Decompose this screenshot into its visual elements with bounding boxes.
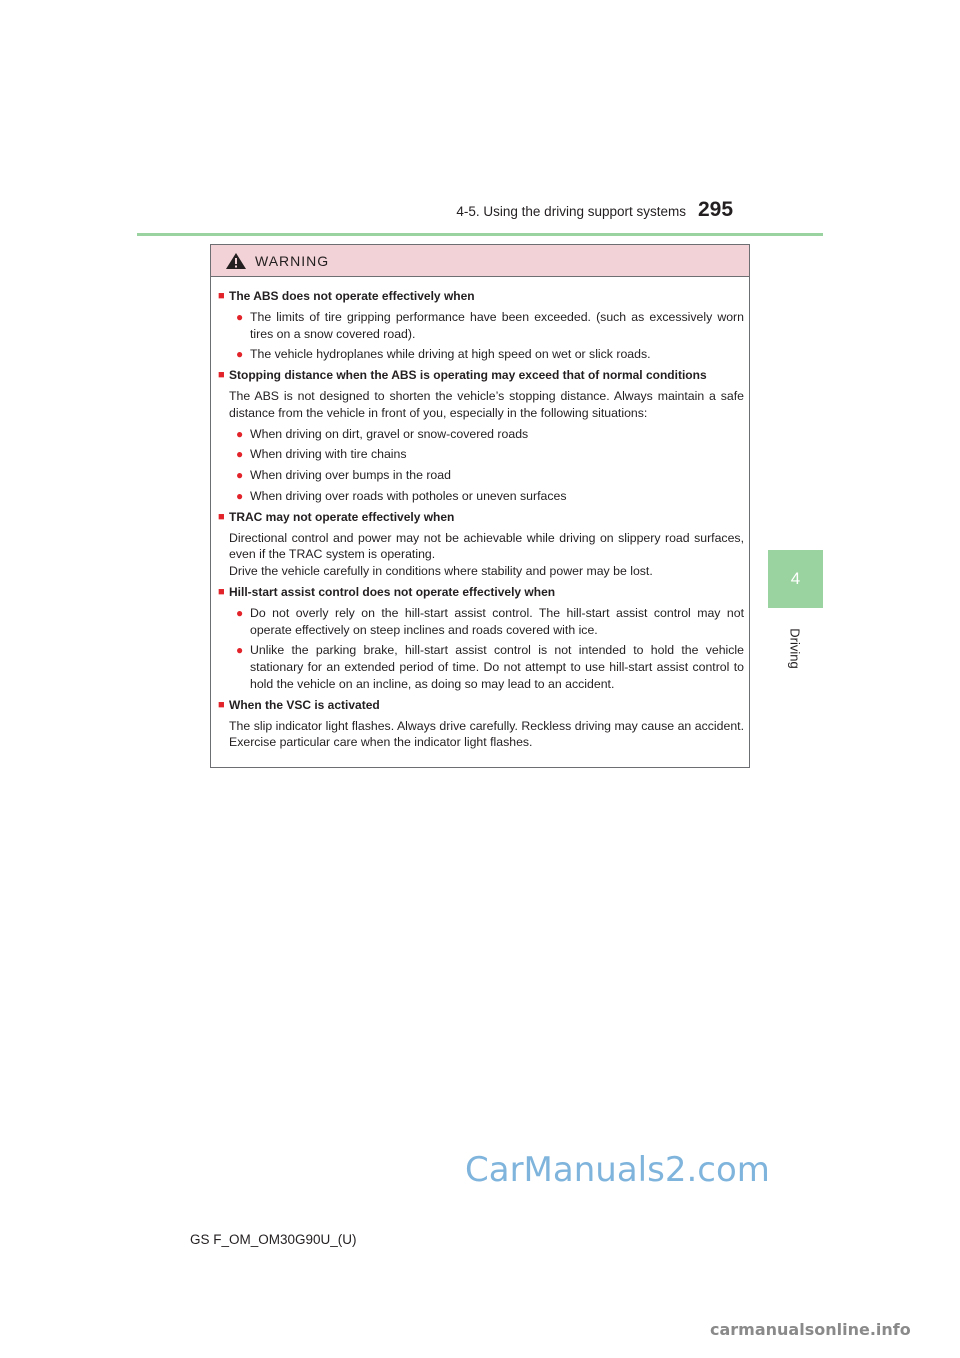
- square-bullet-icon: ■: [218, 585, 225, 598]
- section-heading: ■ Stopping distance when the ABS is operating may exceed that of normal conditions: [218, 368, 707, 383]
- section-heading: ■ When the VSC is activated: [218, 697, 380, 712]
- dot-bullet-icon: ●: [236, 447, 244, 462]
- list-item: ● When driving on dirt, gravel or snow-covered roads: [236, 426, 529, 441]
- list-item: ● Unlike the parking brake, hill-start assist control is not intended to hold the vehicle stationary for an extended period of time. Do not attempt to use hill-start assist control to hold the vehicle on an incline, as doing so may lead to an accident.: [236, 643, 744, 691]
- section-heading: ■ Hill-start assist control does not operate effectively when: [218, 584, 556, 599]
- chapter-label: [768, 618, 823, 678]
- dot-bullet-icon: ●: [236, 426, 244, 441]
- warning-body: [211, 277, 749, 751]
- list-item: ● When driving over roads with potholes or uneven surfaces: [236, 488, 567, 503]
- dot-bullet-icon: ●: [236, 643, 244, 658]
- square-bullet-icon: ■: [218, 290, 225, 302]
- watermark: CarManuals2.com: [465, 1150, 770, 1190]
- section-heading: ■ The ABS does not operate effectively when: [218, 289, 475, 303]
- warning-header: [211, 245, 749, 277]
- dot-bullet-icon: ●: [236, 309, 244, 324]
- paragraph: The slip indicator light flashes. Always drive carefully. Reckless driving may cause an accident. Exercise particular care when the indicator light flashes.: [229, 718, 744, 750]
- list-item: ● Do not overly rely on the hill-start assist control. The hill-start assist control may not operate effectively on steep inclines and roads covered with ice.: [236, 605, 744, 637]
- dot-bullet-icon: ●: [236, 605, 244, 620]
- list-item: ● The vehicle hydroplanes while driving at high speed on wet or slick roads.: [236, 347, 651, 362]
- paragraph: Drive the vehicle carefully in conditions where stability and power may be lost.: [229, 564, 653, 579]
- section-heading: ■ TRAC may not operate effectively when: [218, 509, 455, 524]
- warning-title: WARNING: [255, 252, 330, 269]
- warning-triangle-icon: [225, 252, 247, 270]
- dot-bullet-icon: ●: [236, 468, 244, 483]
- list-item: ● The limits of tire gripping performance have been exceeded. (such as excessively worn tires on a snow covered road).: [236, 309, 744, 341]
- page-number: 295: [698, 198, 734, 221]
- chapter-tab: 4: [768, 550, 823, 608]
- list-item: ● When driving with tire chains: [236, 447, 407, 462]
- dot-bullet-icon: ●: [236, 488, 244, 503]
- site-watermark: carmanualsonline.info: [710, 1320, 911, 1339]
- warning-box: [210, 244, 750, 768]
- header-rule: [137, 233, 823, 236]
- square-bullet-icon: ■: [218, 369, 225, 382]
- list-item: ● When driving over bumps in the road: [236, 468, 451, 483]
- chapter-label-text: Driving: [788, 627, 803, 669]
- dot-bullet-icon: ●: [236, 347, 244, 362]
- paragraph: Directional control and power may not be achievable while driving on slippery road surfaces, even if the TRAC system is operating.: [229, 530, 744, 562]
- square-bullet-icon: ■: [218, 698, 225, 711]
- document-code: GS F_OM_OM30G90U_(U): [190, 1232, 357, 1247]
- section-title: 4-5. Using the driving support systems: [456, 204, 686, 219]
- square-bullet-icon: ■: [218, 510, 225, 523]
- paragraph: The ABS is not designed to shorten the vehicle’s stopping distance. Always maintain a safe distance from the vehicle in front of you, especially in the following situations:: [229, 388, 744, 420]
